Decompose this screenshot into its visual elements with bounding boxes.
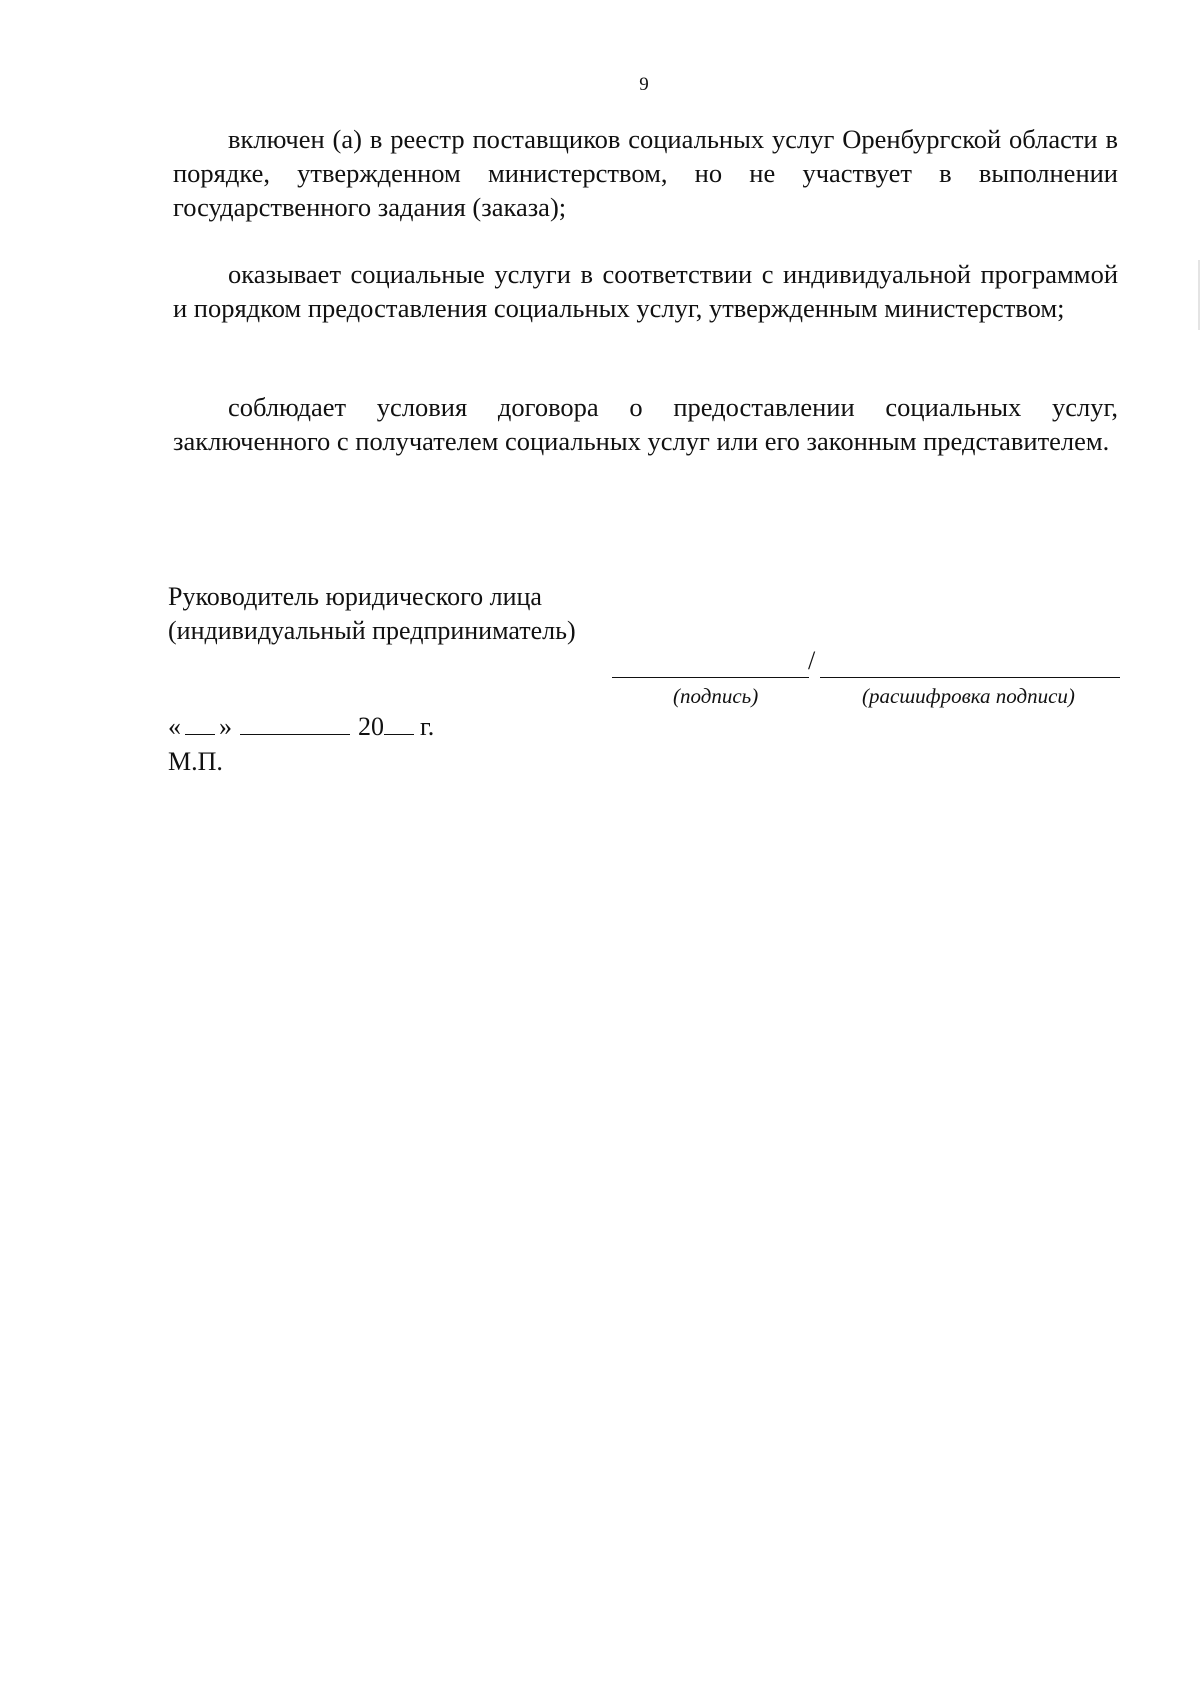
paragraph-contract-compliance: соблюдает условия договора о предоставлении социальных услуг, заключенного с получателем социальных услуг или его законным представителем. xyxy=(173,392,1118,456)
year-blank xyxy=(384,712,414,735)
signer-title: Руководитель юридического лица xyxy=(168,582,542,611)
signature-caption: (подпись) xyxy=(673,684,759,708)
date-close-quote: » xyxy=(219,712,232,741)
date-open-quote: « xyxy=(168,712,181,741)
day-blank xyxy=(185,712,215,735)
paragraph-service-provision: оказывает социальные услуги в соответствии с индивидуальной программой и порядком предоставления социальных услуг, утвержденным министерством; xyxy=(173,259,1118,323)
year-suffix: г. xyxy=(420,712,435,741)
signature-separator: / xyxy=(808,646,816,675)
signature-decoding-caption: (расшифровка подписи) xyxy=(862,684,1075,708)
signature-decoding-blank-line xyxy=(820,677,1120,678)
paragraph-registry-inclusion: включен (а) в реестр поставщиков социальных услуг Оренбургской области в порядке, утвержденном министерством, но не участвует в выполнении государственного задания (заказа); xyxy=(173,124,1118,222)
signature-blank-line xyxy=(612,677,809,678)
signer-subtitle: (индивидуальный предприниматель) xyxy=(168,616,576,645)
date-line xyxy=(168,710,434,744)
page-number: 9 xyxy=(639,74,649,95)
year-prefix: 20 xyxy=(358,712,384,741)
month-blank xyxy=(240,712,350,735)
stamp-label: М.П. xyxy=(168,747,223,776)
